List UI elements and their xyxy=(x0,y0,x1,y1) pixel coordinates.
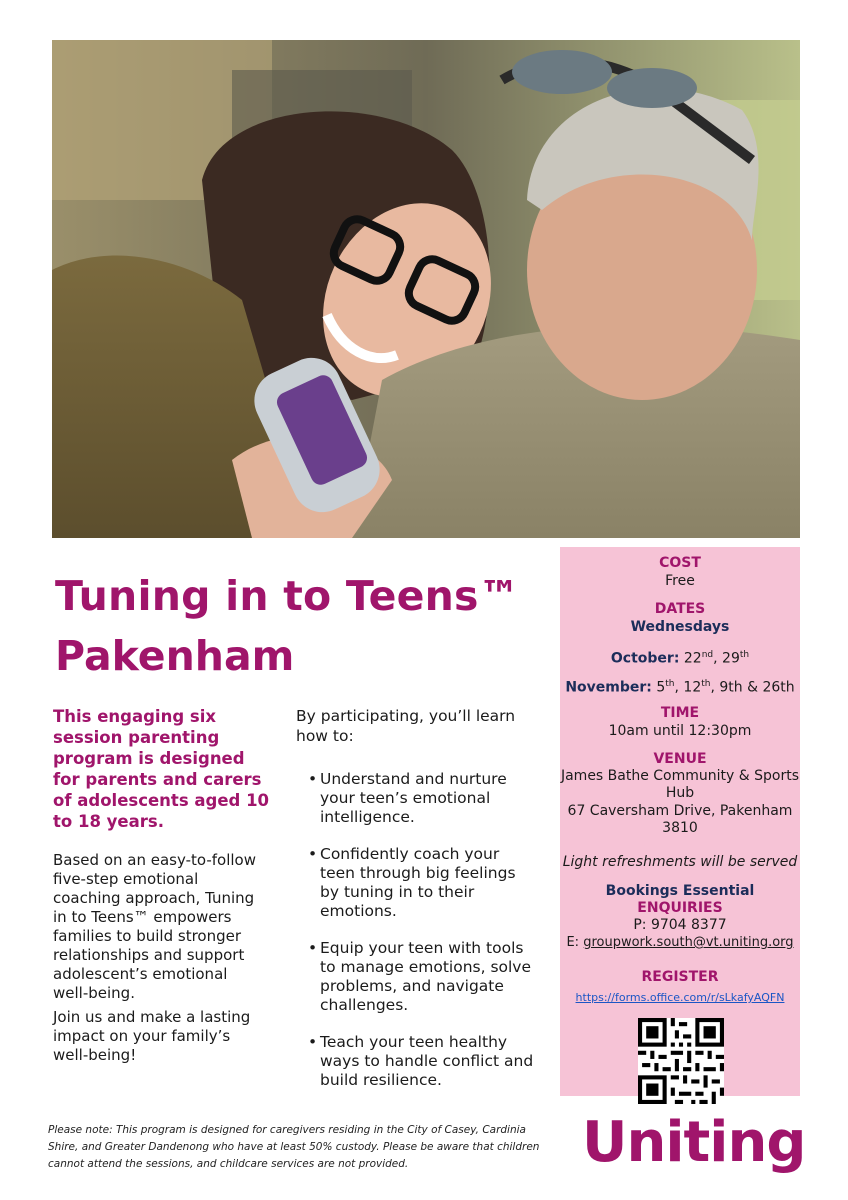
list-item xyxy=(296,1033,536,1090)
bullet-icon: • xyxy=(308,1033,318,1051)
qr-code[interactable] xyxy=(638,1018,724,1104)
disclaimer-note: Please note: This program is designed for caregivers residing in the City of Casey, Cardinia Shire, and Greater Dandenong who have at least 50% custody. Please be aware that children cannot attend the sessions, and childcare services are not provided. xyxy=(48,1124,540,1170)
list-item-text: Equip your teen with tools to manage emotions, solve problems, and navigate challenges. xyxy=(320,939,532,1014)
bullet-icon: • xyxy=(308,845,318,863)
list-item-text: Teach your teen healthy ways to handle conflict and build resilience. xyxy=(320,1033,534,1089)
date-suffix: th xyxy=(739,650,750,660)
info-panel xyxy=(560,547,800,1096)
email-link[interactable]: groupwork.south@vt.uniting.org xyxy=(583,935,794,950)
uniting-logo: Uniting xyxy=(582,1110,806,1175)
learn-intro: By participating, you’ll learn how to: xyxy=(296,707,516,745)
date: 12 xyxy=(683,679,702,696)
phone: P: 9704 8377 xyxy=(633,917,727,933)
cost-value: Free xyxy=(665,573,695,589)
venue-label: VENUE xyxy=(653,751,707,767)
body-paragraph: Based on an easy-to-follow five-step emotional coaching approach, Tuning in to Teens™ empowers families to build stronger relationships and support adolescent’s emotional well-being. xyxy=(53,851,256,1002)
email-prefix: E: xyxy=(566,935,584,950)
list-item-text: Understand and nurture your teen’s emotional intelligence. xyxy=(320,770,507,826)
date-suffix: th xyxy=(701,679,711,689)
dates-day: Wednesdays xyxy=(630,619,730,635)
refreshments-note: Light refreshments will be served xyxy=(562,854,798,870)
hero-photo xyxy=(52,40,800,538)
time-value: 10am until 12:30pm xyxy=(608,723,752,739)
october-dates xyxy=(560,646,800,668)
november-label: November: xyxy=(565,679,652,696)
time-label: TIME xyxy=(660,705,700,721)
email-row xyxy=(560,934,800,952)
body-paragraph: Join us and make a lasting impact on your family’s well-being! xyxy=(53,1008,251,1064)
venue-line: James Bathe Community & Sports xyxy=(560,768,800,784)
list-item xyxy=(296,845,536,921)
november-dates xyxy=(560,675,800,697)
date-suffix: th xyxy=(665,679,675,689)
list-item-text: Confidently coach your teen through big feelings by tuning in to their emotions. xyxy=(320,845,516,920)
bookings-note: Bookings Essential xyxy=(605,883,755,899)
venue-line: 3810 xyxy=(662,820,698,836)
register-label: REGISTER xyxy=(641,969,719,985)
date-separator: , xyxy=(674,679,684,696)
register-link[interactable]: https://forms.office.com/r/sLkafyAQFN xyxy=(575,991,785,1004)
register-row xyxy=(560,988,800,1007)
date: 5 xyxy=(656,679,666,696)
bullet-icon: • xyxy=(308,939,318,957)
location-subtitle: Pakenham xyxy=(55,632,295,680)
date: 22 xyxy=(683,650,702,667)
date-separator: , 9th & 26th xyxy=(710,679,795,696)
hero-illustration xyxy=(52,40,800,538)
venue-line: 67 Caversham Drive, Pakenham xyxy=(567,803,793,819)
october-label: October: xyxy=(610,650,680,667)
intro-text: This engaging six session parenting program is designed for parents and carers of adolescents aged 10 to 18 years. xyxy=(53,707,270,831)
date-suffix: nd xyxy=(701,650,714,660)
venue-line: Hub xyxy=(665,785,695,801)
bullet-icon: • xyxy=(308,770,318,788)
qr-code-icon xyxy=(638,1018,724,1104)
date-separator: , xyxy=(713,650,723,667)
cost-label: COST xyxy=(659,555,701,571)
learn-list xyxy=(296,770,536,1108)
dates-label: DATES xyxy=(654,601,706,617)
list-item xyxy=(296,939,536,1015)
enquiries-label: ENQUIRIES xyxy=(637,900,723,916)
date: 29 xyxy=(722,650,740,667)
page-title: Tuning in to Teens™ xyxy=(55,572,520,620)
list-item xyxy=(296,770,536,827)
